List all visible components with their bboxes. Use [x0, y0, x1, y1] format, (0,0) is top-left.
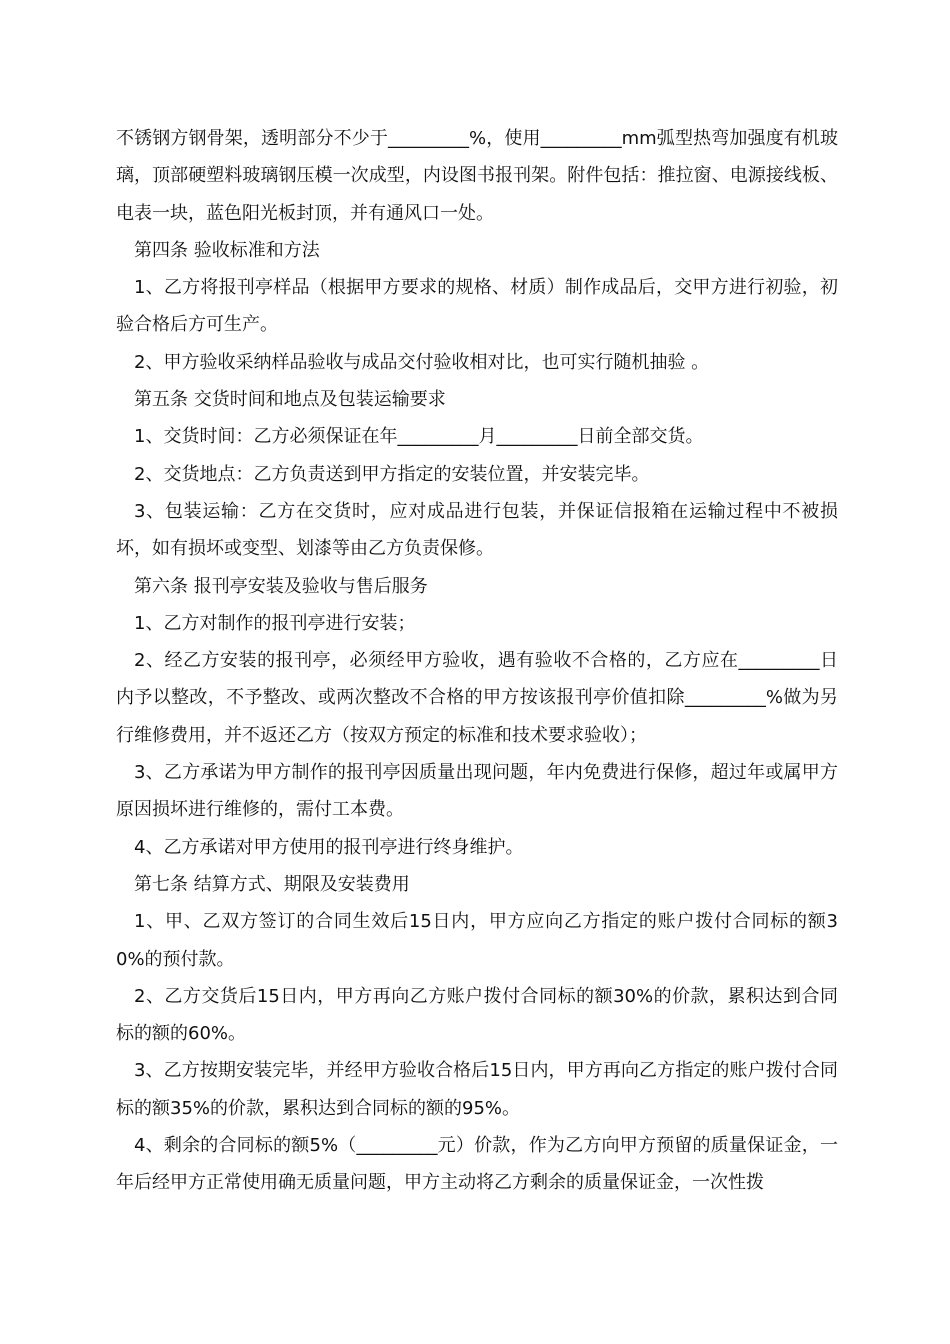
paragraph-article-5-item-2: 2、交货地点：乙方负责送到甲方指定的安装位置，并安装完毕。	[134, 463, 650, 485]
heading-article-6: 第六条 报刊亭安装及验收与售后服务	[134, 575, 428, 597]
paragraph-article-4-item-1: 1、乙方将报刊亭样品（根据甲方要求的规格、材质）制作成品后，交甲方进行初验，初验合格后方可生产。	[116, 277, 838, 336]
paragraph-frame-materials: 不锈钢方钢骨架，透明部分不少于_________%，使用_________mm弧型热弯加强度有机玻璃，顶部硬塑料玻璃钢压模一次成型，内设图书报刊架。附件包括：推拉窗、电源接线板、电表一块，蓝色阳光板封顶，并有通风口一处。	[116, 128, 838, 224]
paragraph-article-5-item-1: 1、交货时间：乙方必须保证在年_________月_________日前全部交货。	[134, 426, 704, 448]
heading-article-4: 第四条 验收标准和方法	[134, 239, 320, 261]
paragraph-article-5-item-3: 3、包装运输：乙方在交货时，应对成品进行包装，并保证信报箱在运输过程中不被损坏，如有损坏或变型、划漆等由乙方负责保修。	[116, 500, 838, 560]
paragraph-article-6-item-3: 3、乙方承诺为甲方制作的报刊亭因质量出现问题，年内免费进行保修，超过年或属甲方原因损坏进行维修的，需付工本费。	[116, 762, 838, 821]
heading-article-7: 第七条 结算方式、期限及安装费用	[134, 873, 410, 895]
paragraph-article-4-item-2: 2、甲方验收采纳样品验收与成品交付验收相对比，也可实行随机抽验 。	[134, 351, 710, 373]
paragraph-article-6-item-1: 1、乙方对制作的报刊亭进行安装；	[134, 612, 416, 634]
paragraph-article-6-item-4: 4、乙方承诺对甲方使用的报刊亭进行终身维护。	[134, 836, 524, 858]
paragraph-article-7-item-1: 1、甲、乙双方签订的合同生效后15日内，甲方应向乙方指定的账户拨付合同标的额30%的预付款。	[116, 911, 838, 970]
document-body	[116, 120, 838, 1202]
paragraph-article-6-item-2: 2、经乙方安装的报刊亭，必须经甲方验收，遇有验收不合格的，乙方应在_________日内予以整改，不予整改、或两次整改不合格的甲方按该报刊亭价值扣除_________%做为另行维修费用，并不返还乙方（按双方预定的标准和技术要求验收）；	[116, 650, 838, 746]
paragraph-article-7-item-2: 2、乙方交货后15日内，甲方再向乙方账户拨付合同标的额30%的价款，累积达到合同标的额的60%。	[116, 985, 838, 1045]
heading-article-5: 第五条 交货时间和地点及包装运输要求	[134, 389, 446, 411]
paragraph-article-7-item-4: 4、剩余的合同标的额5%（_________元）价款，作为乙方向甲方预留的质量保证金，一年后经甲方正常使用确无质量问题，甲方主动将乙方剩余的质量保证金，一次性拨	[116, 1135, 838, 1194]
paragraph-article-7-item-3: 3、乙方按期安装完毕，并经甲方验收合格后15日内，甲方再向乙方指定的账户拨付合同标的额35%的价款，累积达到合同标的额的95%。	[116, 1060, 838, 1119]
